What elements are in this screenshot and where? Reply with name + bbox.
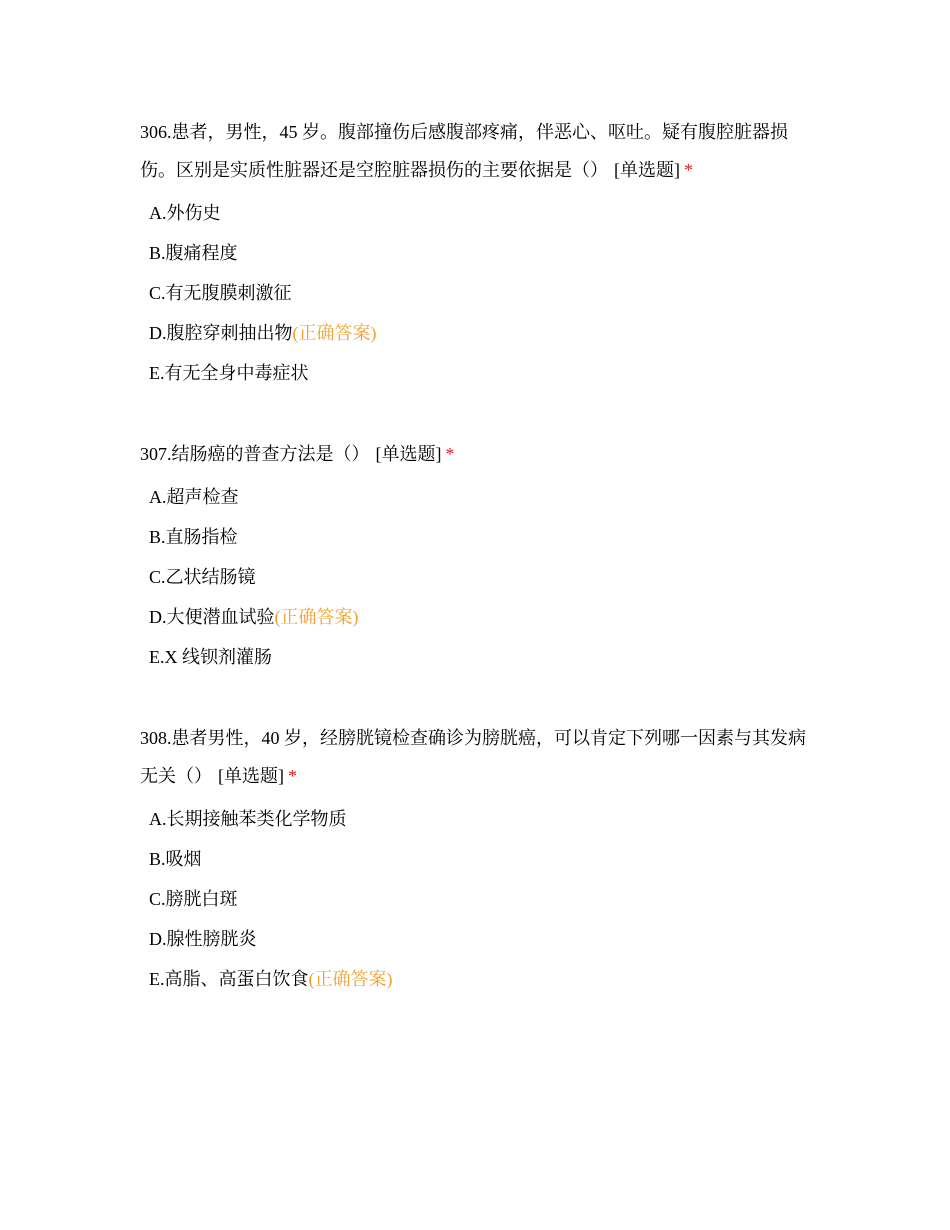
question-text: 308.患者男性，40 岁，经膀胱镜检查确诊为膀胱癌，可以肯定下列哪一因素与其发病无关（） [140,728,806,786]
option-text: B.直肠指检 [149,527,238,547]
option-list [140,477,830,677]
question-title [140,435,820,473]
option-d [149,313,830,353]
question-type-label: [单选题] [375,444,442,464]
required-mark: * [684,160,693,180]
option-text: B.腹痛程度 [149,243,238,263]
option-c [149,273,830,313]
option-list [140,799,830,999]
option-c [149,557,830,597]
option-a [149,799,830,839]
option-text: D.腺性膀胱炎 [149,929,257,949]
question-306 [140,113,830,393]
option-text: D.大便潜血试验 [149,607,275,627]
option-e [149,353,830,393]
option-list [140,193,830,393]
option-text: E.X 线钡剂灌肠 [149,647,272,667]
option-e [149,959,830,999]
option-a [149,477,830,517]
option-b [149,839,830,879]
option-b [149,233,830,273]
option-text: C.乙状结肠镜 [149,567,256,587]
question-type-label: [单选题] [614,160,680,180]
required-mark: * [445,444,455,464]
option-a [149,193,830,233]
question-title [140,719,820,795]
question-text: 307.结肠癌的普查方法是（） [140,444,370,464]
required-mark: * [288,766,297,786]
question-text: 306.患者，男性，45 岁。腹部撞伤后感腹部疼痛，伴恶心、呕吐。疑有腹腔脏器损伤。区别是实质性脏器还是空腔脏器损伤的主要依据是（） [140,122,788,180]
option-text: C.有无腹膜刺激征 [149,283,292,303]
question-308 [140,719,830,999]
option-b [149,517,830,557]
question-title [140,113,820,189]
option-text: C.膀胱白斑 [149,889,238,909]
option-text: E.有无全身中毒症状 [149,363,309,383]
correct-answer-label: (正确答案) [274,607,359,627]
option-text: A.长期接触苯类化学物质 [149,809,347,829]
option-e [149,637,830,677]
option-d [149,919,830,959]
question-307 [140,435,830,677]
option-text: B.吸烟 [149,849,202,869]
correct-answer-label: (正确答案) [292,323,377,343]
question-type-label: [单选题] [218,766,284,786]
option-text: A.外伤史 [149,203,221,223]
option-d [149,597,830,637]
option-c [149,879,830,919]
option-text: A.超声检查 [149,487,239,507]
option-text: D.腹腔穿刺抽出物 [149,323,293,343]
option-text: E.高脂、高蛋白饮食 [149,969,309,989]
correct-answer-label: (正确答案) [308,969,393,989]
